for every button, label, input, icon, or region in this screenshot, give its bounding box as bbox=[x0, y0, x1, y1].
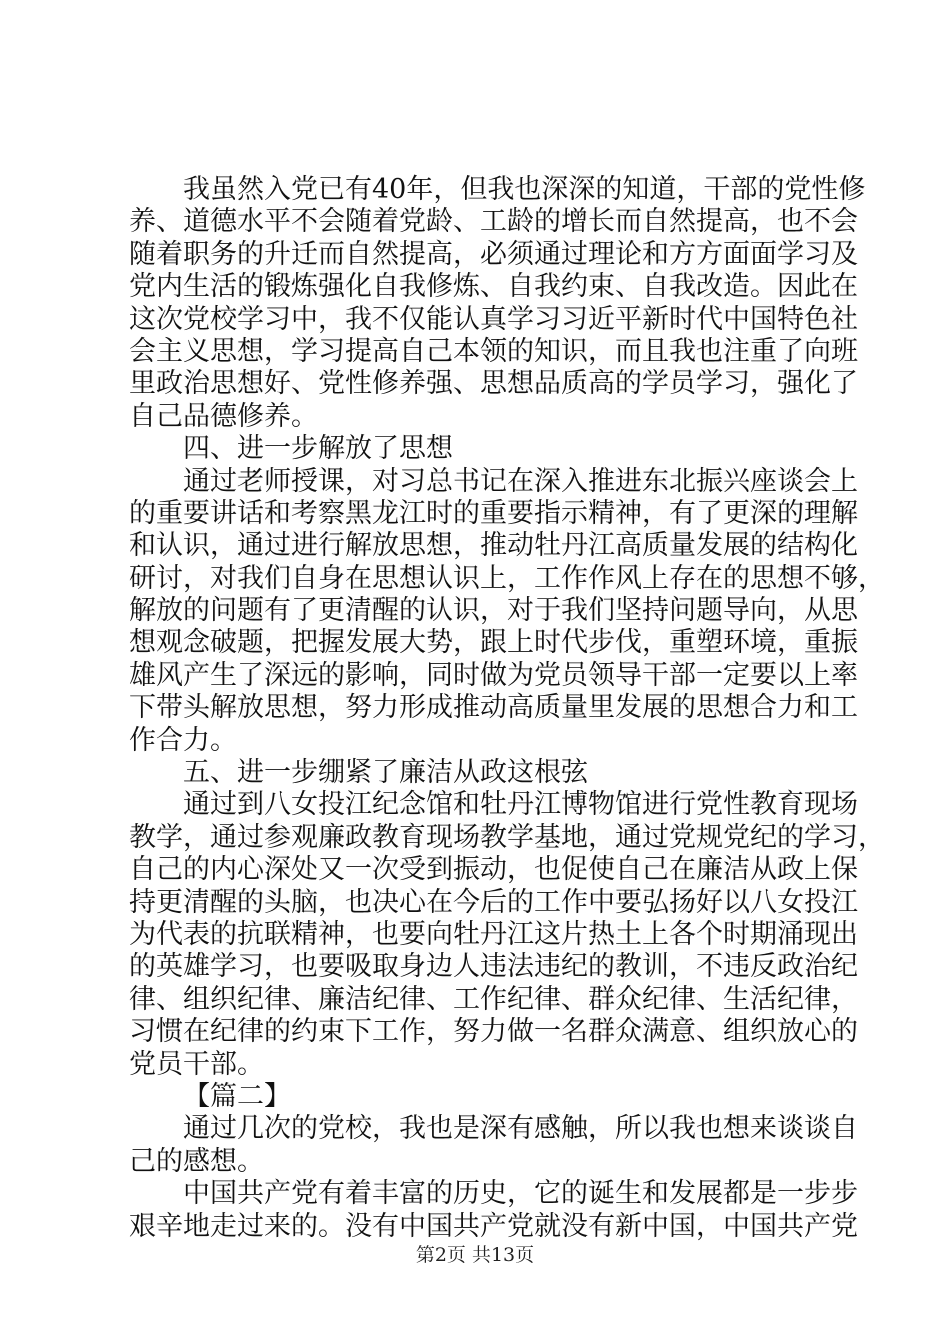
text-line: 【篇二】 bbox=[183, 1080, 291, 1112]
text-line: 党员干部。 bbox=[129, 1048, 264, 1080]
text-line: 党内生活的锻炼强化自我修炼、自我约束、自我改造。因此在 bbox=[129, 271, 858, 303]
text-line: 五、进一步绷紧了廉洁从政这根弦 bbox=[183, 757, 588, 789]
text-line: 通过几次的党校，我也是深有感触，所以我也想来谈谈自 bbox=[183, 1113, 858, 1145]
document-body bbox=[129, 174, 885, 1243]
text-line: 自己的内心深处又一次受到振动，也促使自己在廉洁从政上保 bbox=[129, 854, 858, 886]
text-line: 四、进一步解放了思想 bbox=[183, 433, 453, 465]
text-line: 通过老师授课，对习总书记在深入推进东北振兴座谈会上 bbox=[183, 465, 858, 497]
text-line: 养、道德水平不会随着党龄、工龄的增长而自然提高，也不会 bbox=[129, 206, 858, 238]
text-line: 和认识，通过进行解放思想，推动牡丹江高质量发展的结构化 bbox=[129, 530, 858, 562]
text-line: 中国共产党有着丰富的历史，它的诞生和发展都是一步步 bbox=[183, 1178, 858, 1210]
text-line: 想观念破题，把握发展大势，跟上时代步伐，重塑环境，重振 bbox=[129, 627, 858, 659]
text-line: 习惯在纪律的约束下工作，努力做一名群众满意、组织放心的 bbox=[129, 1016, 858, 1048]
text-line: 里政治思想好、党性修养强、思想品质高的学员学习，强化了 bbox=[129, 368, 858, 400]
text-line: 的重要讲话和考察黑龙江时的重要指示精神，有了更深的理解 bbox=[129, 497, 858, 529]
text-line: 下带头解放思想，努力形成推动高质量里发展的思想合力和工 bbox=[129, 692, 858, 724]
text-line: 持更清醒的头脑，也决心在今后的工作中要弘扬好以八女投江 bbox=[129, 886, 858, 918]
text-line: 会主义思想，学习提高自己本领的知识，而且我也注重了向班 bbox=[129, 335, 858, 367]
page-footer: 第2页 共13页 bbox=[415, 1244, 535, 1266]
text-line: 的英雄学习，也要吸取身边人违法违纪的教训，不违反政治纪 bbox=[129, 951, 858, 983]
text-line: 随着职务的升迁而自然提高，必须通过理论和方方面面学习及 bbox=[129, 238, 858, 270]
text-line: 通过到八女投江纪念馆和牡丹江博物馆进行党性教育现场 bbox=[183, 789, 858, 821]
text-line: 雄风产生了深远的影响，同时做为党员领导干部一定要以上率 bbox=[129, 659, 858, 691]
text-line: 解放的问题有了更清醒的认识，对于我们坚持问题导向，从思 bbox=[129, 595, 858, 627]
text-line: 作合力。 bbox=[129, 724, 237, 756]
text-line: 这次党校学习中，我不仅能认真学习习近平新时代中国特色社 bbox=[129, 303, 858, 335]
text-line: 教学，通过参观廉政教育现场教学基地，通过党规党纪的学习， bbox=[129, 821, 885, 853]
text-line: 艰辛地走过来的。没有中国共产党就没有新中国，中国共产党 bbox=[129, 1210, 858, 1242]
text-line: 己的感想。 bbox=[129, 1145, 264, 1177]
text-line: 律、组织纪律、廉洁纪律、工作纪律、群众纪律、生活纪律， bbox=[129, 983, 858, 1015]
text-line: 我虽然入党已有40年，但我也深深的知道，干部的党性修 bbox=[183, 174, 866, 205]
text-line: 为代表的抗联精神，也要向牡丹江这片热土上各个时期涌现出 bbox=[129, 918, 858, 950]
text-line: 自己品德修养。 bbox=[129, 400, 318, 432]
text-line: 研讨，对我们自身在思想认识上，工作作风上存在的思想不够， bbox=[129, 562, 885, 594]
